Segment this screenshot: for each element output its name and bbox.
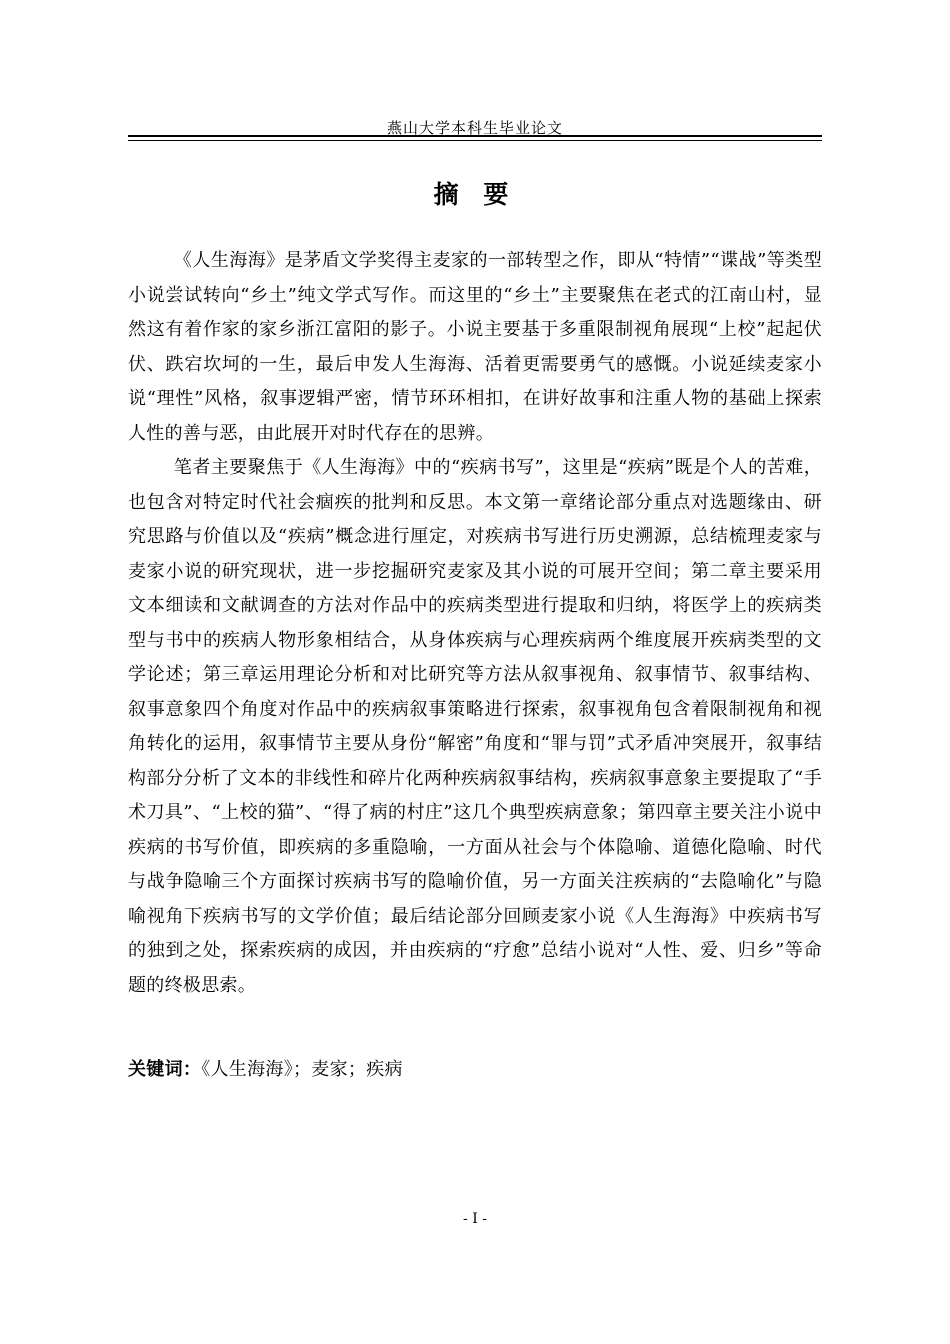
abstract-paragraph-1: 《人生海海》是茅盾文学奖得主麦家的一部转型之作，即从“特情”“谍战”等类型小说尝试转向“乡土”纯文学式写作。而这里的“乡土”主要聚焦在老式的江南山村，显然这有着作家的家乡浙江富阳的影子。小说主要基于多重限制视角展现“上校”起起伏伏、跌宕坎坷的一生，最后申发人生海海、活着更需要勇气的感慨。小说延续麦家小说“理性”风格，叙事逻辑严密，情节环环相扣，在讲好故事和注重人物的基础上探索人性的善与恶，由此展开对时代存在的思辨。 (128, 250, 822, 444)
abstract-body (128, 244, 822, 1003)
abstract-paragraph-2: 笔者主要聚焦于《人生海海》中的“疾病书写”，这里是“疾病”既是个人的苦难，也包含对特定时代社会痼疾的批判和反思。本文第一章绪论部分重点对选题缘由、研究思路与价值以及“疾病”概念进行厘定，对疾病书写进行历史溯源，总结梳理麦家与麦家小说的研究现状，进一步挖掘研究麦家及其小说的可展开空间；第二章主要采用文本细读和文献调查的方法对作品中的疾病类型进行提取和归纳，将医学上的疾病类型与书中的疾病人物形象相结合，从身体疾病与心理疾病两个维度展开疾病类型的文学论述；第三章运用理论分析和对比研究等方法从叙事视角、叙事情节、叙事结构、叙事意象四个角度对作品中的疾病叙事策略进行探索，叙事视角包含着限制视角和视角转化的运用，叙事情节主要从身份“解密”角度和“罪与罚”式矛盾冲突展开，叙事结构部分分析了文本的非线性和碎片化两种疾病叙事结构，疾病叙事意象主要提取了“手术刀具”、“上校的猫”、“得了病的村庄”这几个典型疾病意象；第四章主要关注小说中疾病的书写价值，即疾病的多重隐喻，一方面从社会与个体隐喻、道德化隐喻、时代与战争隐喻三个方面探讨疾病书写的隐喻价值，另一方面关注疾病的“去隐喻化”与隐喻视角下疾病书写的文学价值；最后结论部分回顾麦家小说《人生海海》中疾病书写的独到之处，探索疾病的成因，并由疾病的“疗愈”总结小说对“人性、爱、归乡”等命题的终极思索。 (128, 457, 822, 996)
keywords-text: 《人生海海》；麦家；疾病 (201, 1059, 403, 1080)
running-header: 燕山大学本科生毕业论文 (386, 119, 563, 137)
header-rule-thick (128, 135, 822, 137)
keywords-line (128, 1055, 822, 1085)
keywords-label: 关键词： (128, 1059, 202, 1080)
header-rule-thin (128, 140, 822, 141)
page-number: - I - (463, 1211, 487, 1227)
page-title: 摘 要 (433, 180, 517, 209)
